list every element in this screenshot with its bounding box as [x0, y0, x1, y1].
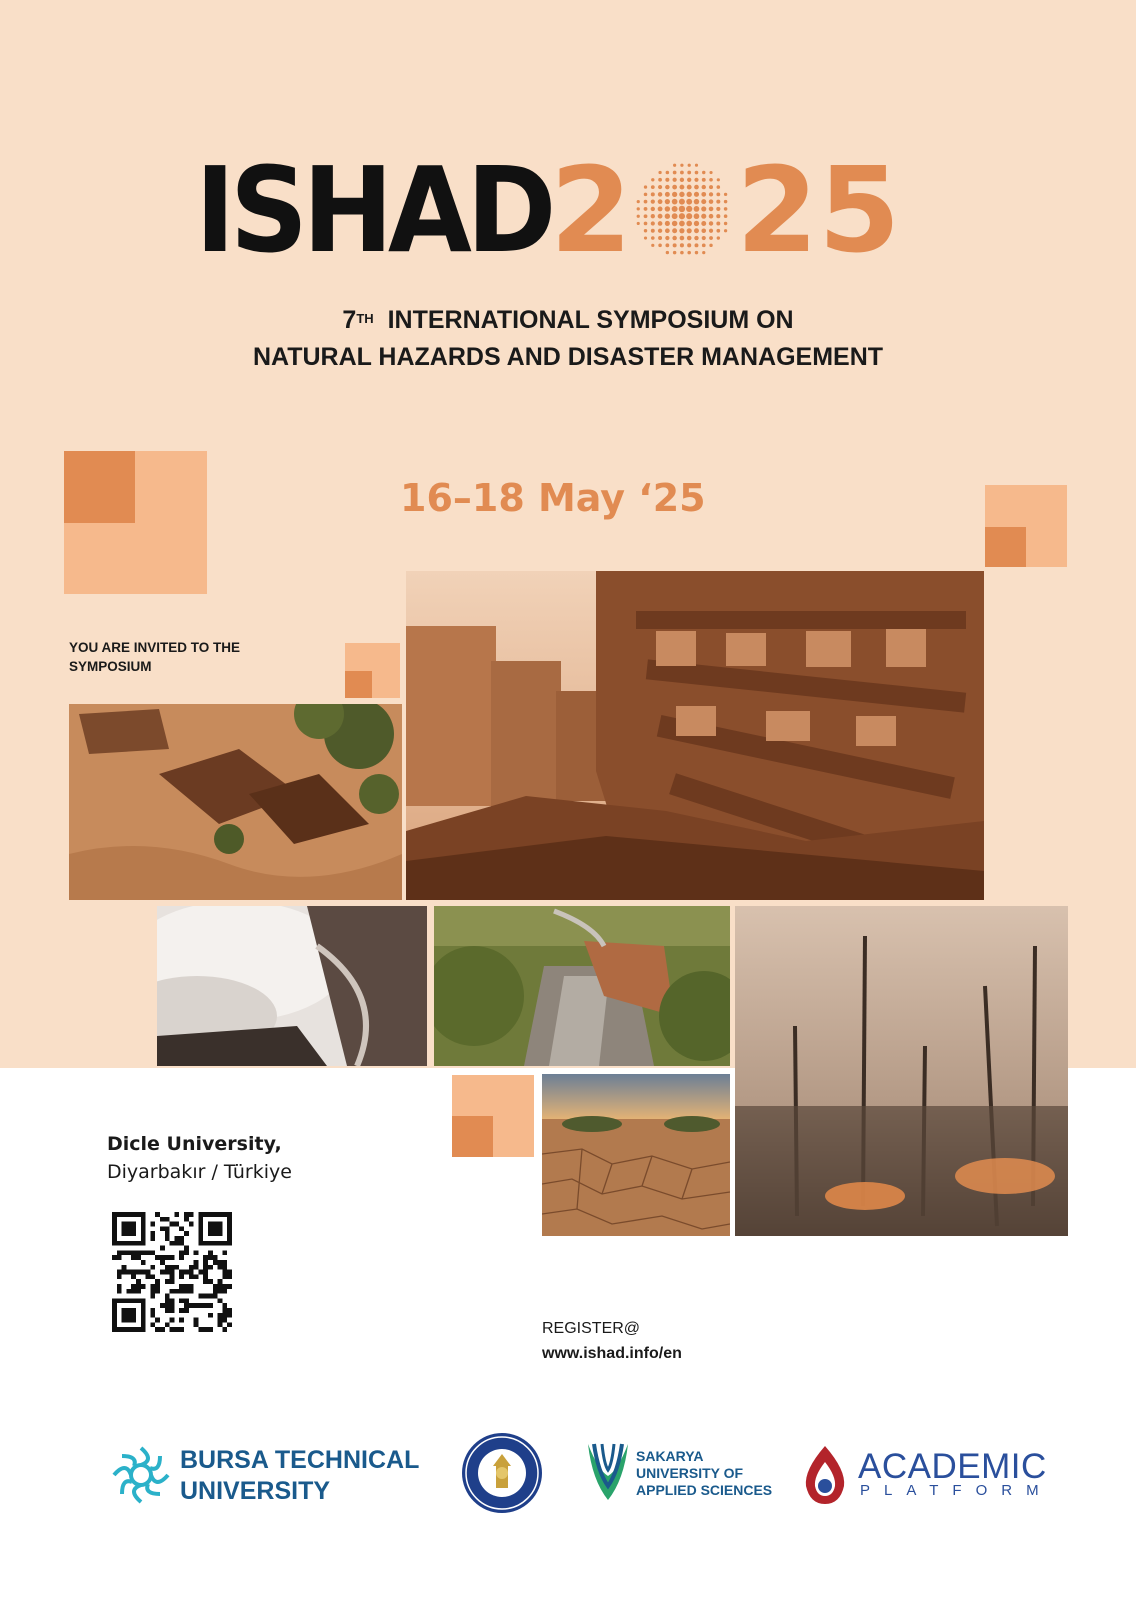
globe-dot	[651, 236, 655, 240]
venue-city: Diyarbakır / Türkiye	[107, 1161, 292, 1183]
venue-university: Dicle University,	[107, 1133, 282, 1155]
globe-dot	[665, 185, 669, 189]
globe-dot	[709, 244, 712, 247]
globe-dot	[644, 222, 648, 226]
globe-dot	[687, 185, 692, 190]
sakarya-university-logo-icon	[584, 1440, 632, 1504]
globe-dot	[666, 171, 670, 175]
globe-dot	[709, 236, 713, 240]
globe-dot	[651, 214, 655, 218]
globe-dot	[716, 200, 720, 204]
invite-text: YOU ARE INVITED TO THE SYMPOSIUM	[69, 640, 241, 674]
earthquake-photo	[406, 571, 984, 900]
globe-dot	[716, 214, 720, 218]
avalanche-photo	[157, 906, 427, 1066]
globe-dot	[672, 221, 677, 226]
globe-dot	[651, 229, 655, 233]
globe-dot	[695, 171, 699, 175]
globe-dot	[701, 221, 706, 226]
globe-dot	[702, 185, 706, 189]
globe-dot	[658, 221, 663, 226]
globe-dot	[701, 206, 706, 211]
globe-dot	[702, 243, 706, 247]
globe-dot	[716, 207, 720, 211]
globe-dot	[687, 178, 691, 182]
globe-dot	[673, 243, 677, 247]
globe-dot	[651, 192, 655, 196]
globe-dot	[658, 236, 662, 240]
globe-dot	[687, 192, 692, 197]
academic-platform-name: ACADEMIC	[858, 1447, 1047, 1486]
globe-dot	[644, 185, 647, 188]
symposium-title-line1	[0, 302, 1136, 339]
globe-dot	[724, 193, 727, 196]
globe-dot	[665, 178, 669, 182]
globe-dot	[702, 192, 707, 197]
globe-dot	[658, 206, 663, 211]
globe-dot	[680, 178, 684, 182]
globe-dot	[709, 221, 713, 225]
globe-dot	[666, 243, 670, 247]
logo-year-first: 2	[550, 141, 633, 279]
globe-dot	[724, 207, 728, 211]
globe-dot	[694, 228, 699, 233]
logo-word: ISHAD	[195, 141, 551, 279]
globe-icon	[632, 159, 736, 263]
globe-dot	[673, 178, 677, 182]
globe-dot	[724, 200, 727, 203]
globe-dot	[701, 199, 706, 204]
globe-dot	[695, 178, 699, 182]
globe-dot	[680, 236, 685, 241]
globe-dot	[694, 199, 699, 204]
globe-dot	[644, 200, 648, 204]
globe-dot	[658, 199, 663, 204]
globe-dot	[694, 185, 699, 190]
globe-dot	[717, 229, 721, 233]
globe-dot	[695, 164, 698, 167]
globe-dot	[644, 207, 648, 211]
globe-dot	[644, 236, 647, 239]
title-line1-text: INTERNATIONAL SYMPOSIUM ON	[387, 306, 794, 334]
globe-dot	[665, 236, 669, 240]
globe-dot	[651, 178, 654, 181]
bursa-name-line1: BURSA TECHNICAL	[180, 1446, 420, 1474]
globe-dot	[687, 236, 692, 241]
logo-year	[550, 141, 901, 279]
globe-dot	[679, 221, 685, 227]
globe-dot	[686, 221, 692, 227]
symposium-title	[0, 302, 1136, 376]
landslide-photo	[434, 906, 730, 1066]
globe-dot	[709, 178, 713, 182]
globe-dot	[724, 214, 728, 218]
globe-dot	[658, 229, 662, 233]
globe-dot	[680, 185, 685, 190]
globe-dot	[686, 213, 692, 219]
globe-dot	[679, 206, 685, 212]
globe-dot	[637, 200, 640, 203]
academic-platform-sub: PLATFORM	[860, 1482, 1053, 1499]
globe-dot	[702, 178, 706, 182]
flood-photo	[69, 704, 402, 900]
wildfire-photo	[735, 906, 1068, 1236]
globe-dot	[694, 221, 699, 226]
globe-dot	[672, 185, 677, 190]
globe-dot	[709, 185, 713, 189]
globe-dot	[694, 192, 699, 197]
globe-dot	[687, 228, 692, 233]
globe-dot	[672, 206, 678, 212]
globe-dot	[724, 222, 727, 225]
globe-dot	[658, 192, 662, 196]
globe-dot	[651, 200, 655, 204]
globe-dot	[673, 171, 677, 175]
globe-dot	[686, 199, 692, 205]
globe-dot	[672, 192, 677, 197]
globe-dot	[637, 222, 640, 225]
globe-dot	[680, 164, 683, 167]
globe-dot	[694, 236, 698, 240]
globe-dot	[672, 199, 678, 205]
globe-dot	[651, 221, 655, 225]
sakarya-name-line2: UNIVERSITY OF	[636, 1465, 744, 1481]
globe-dot	[709, 214, 714, 219]
globe-dot	[710, 171, 713, 174]
logo-year-last: 25	[736, 141, 901, 279]
decor-square-right-inner	[985, 527, 1026, 567]
ishad-logo	[195, 141, 901, 279]
globe-dot	[687, 171, 691, 175]
register-link[interactable]: www.ishad.info/en	[542, 1345, 682, 1362]
venue	[107, 1130, 292, 1186]
globe-dot	[680, 243, 684, 247]
globe-dot	[666, 251, 669, 254]
globe-dot	[672, 228, 677, 233]
globe-dot	[665, 228, 670, 233]
globe-dot	[716, 222, 720, 226]
globe-dot	[644, 229, 647, 232]
globe-dot	[679, 192, 684, 197]
globe-dot	[680, 171, 684, 175]
bursa-name-line2: UNIVERSITY	[180, 1477, 331, 1505]
globe-dot	[688, 164, 691, 167]
globe-dot	[637, 215, 640, 218]
globe-dot	[695, 243, 699, 247]
globe-dot	[695, 251, 698, 254]
globe-dot	[665, 214, 670, 219]
globe-dot	[665, 221, 670, 226]
dicle-university-seal-icon	[461, 1432, 543, 1514]
globe-dot	[644, 193, 648, 197]
globe-dot	[709, 229, 713, 233]
sakarya-name-line3: APPLIED SCIENCES	[636, 1482, 773, 1498]
globe-dot	[658, 244, 662, 248]
globe-dot	[644, 214, 648, 218]
globe-dot	[702, 251, 705, 254]
globe-dot	[673, 164, 676, 167]
globe-dot	[702, 228, 707, 233]
qr-code-icon[interactable]	[112, 1212, 232, 1332]
sakarya-name-line1: SAKARYA	[636, 1448, 704, 1464]
globe-dot	[702, 236, 706, 240]
register-label: REGISTER@	[542, 1320, 641, 1337]
decor-square-inner	[64, 451, 135, 523]
bursa-technical-university-logo-icon	[110, 1444, 172, 1506]
decor-square-small-inner	[345, 671, 372, 698]
event-date: 16–18 May ‘25	[400, 476, 706, 520]
globe-dot	[686, 206, 692, 212]
globe-dot	[724, 229, 727, 232]
globe-dot	[672, 213, 678, 219]
globe-dot	[687, 243, 691, 247]
register-block	[542, 1316, 682, 1366]
globe-dot	[709, 192, 713, 196]
globe-dot	[672, 236, 677, 241]
globe-dot	[717, 192, 721, 196]
globe-dot	[694, 213, 700, 219]
globe-dot	[659, 171, 662, 174]
globe-dot	[673, 251, 676, 254]
globe-dot	[651, 207, 655, 211]
drought-photo	[542, 1074, 730, 1236]
globe-dot	[658, 214, 663, 219]
globe-dot	[702, 171, 705, 174]
globe-dot	[709, 207, 714, 212]
decor-square-bottom-inner	[452, 1116, 493, 1157]
bursa-technical-university-name	[180, 1445, 419, 1507]
globe-dot	[679, 213, 685, 219]
globe-dot	[679, 228, 684, 233]
globe-dot	[665, 192, 670, 197]
sakarya-university-name	[636, 1448, 772, 1499]
globe-dot	[651, 185, 655, 189]
globe-dot	[688, 251, 692, 255]
globe-dot	[717, 185, 721, 189]
globe-dot	[717, 178, 720, 181]
globe-dot	[665, 199, 670, 204]
globe-dot	[694, 206, 700, 212]
globe-dot	[665, 206, 670, 211]
globe-dot	[651, 244, 654, 247]
academic-platform-logo-icon	[800, 1444, 850, 1506]
globe-dot	[679, 199, 685, 205]
globe-dot	[658, 185, 662, 189]
symposium-title-line2: NATURAL HAZARDS AND DISASTER MANAGEMENT	[252, 343, 884, 371]
globe-dot	[701, 214, 706, 219]
ordinal-suffix: TH	[356, 311, 374, 326]
globe-dot	[680, 251, 684, 255]
globe-dot	[637, 207, 640, 210]
globe-dot	[709, 199, 714, 204]
globe-dot	[717, 236, 720, 239]
globe-dot	[658, 178, 662, 182]
ordinal-number: 7	[342, 306, 357, 334]
